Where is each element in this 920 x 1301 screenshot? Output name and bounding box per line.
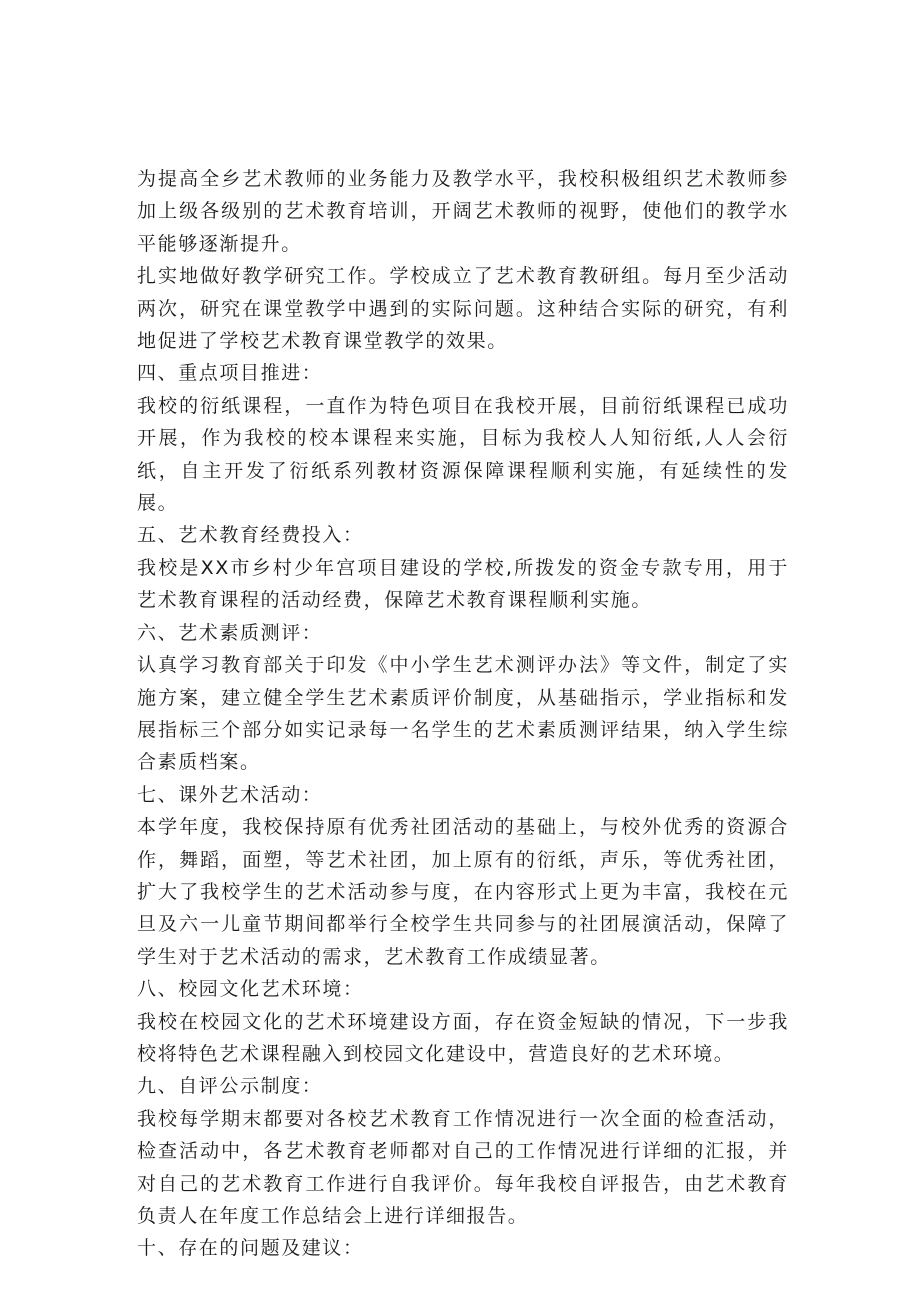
heading-art-evaluation: 六、艺术素质测评： (137, 621, 323, 644)
paragraph-extracurricular: 本学年度，我校保持原有优秀社团活动的基础上，与校外优秀的资源合作，舞蹈，面塑，等艺术社团，加上原有的衍纸，声乐，等优秀社团，扩大了我校学生的艺术活动参与度，在内容形式上更为丰富，我校在元旦及六一儿童节期间都举行全校学生共同参与的社团展演活动，保障了学生对于艺术活动的需求，艺术教育工作成绩显著。 (137, 816, 789, 968)
paragraph-key-projects: 我校的衍纸课程，一直作为特色项目在我校开展，目前衍纸课程已成功开展，作为我校的校本课程来实施，目标为我校人人知衍纸,人人会衍纸，自主开发了衍纸系列教材资源保障课程顺利实施，有延续性的发展。 (137, 394, 789, 515)
heading-key-projects: 四、重点项目推进： (137, 362, 323, 385)
document-body (137, 163, 789, 1265)
paragraph-teaching-research: 扎实地做好教学研究工作。学校成立了艺术教育教研组。每月至少活动两次，研究在课堂教学中遇到的实际问题。这种结合实际的研究，有利地促进了学校艺术教育课堂教学的效果。 (137, 265, 789, 353)
heading-campus-environment: 八、校园文化艺术环境： (137, 978, 364, 1001)
paragraph-funding: 我校是XX市乡村少年宫项目建设的学校,所拨发的资金专款专用，用于艺术教育课程的活动经费，保障艺术教育课程顺利实施。 (137, 556, 789, 612)
heading-self-evaluation: 九、自评公示制度： (137, 1075, 323, 1098)
heading-extracurricular: 七、课外艺术活动： (137, 783, 323, 806)
paragraph-art-evaluation: 认真学习教育部关于印发《中小学生艺术测评办法》等文件，制定了实施方案，建立健全学生艺术素质评价制度，从基础指示，学业指标和发展指标三个部分如实记录每一名学生的艺术素质测评结果，纳入学生综合素质档案。 (137, 654, 789, 774)
heading-funding: 五、艺术教育经费投入： (137, 524, 364, 547)
paragraph-self-evaluation: 我校每学期末都要对各校艺术教育工作情况进行一次全面的检查活动，检查活动中，各艺术教育老师都对自己的工作情况进行详细的汇报，并对自己的艺术教育工作进行自我评价。每年我校自评报告，由艺术教育负责人在年度工作总结会上进行详细报告。 (137, 1107, 789, 1227)
paragraph-teacher-training: 为提高全乡艺术教师的业务能力及教学水平，我校积极组织艺术教师参加上级各级别的艺术教育培训，开阔艺术教师的视野，使他们的教学水平能够逐渐提升。 (137, 168, 789, 255)
paragraph-campus-environment: 我校在校园文化的艺术环境建设方面，存在资金短缺的情况，下一步我校将特色艺术课程融入到校园文化建设中，营造良好的艺术环境。 (137, 1010, 789, 1065)
heading-problems-suggestions: 十、存在的问题及建议： (137, 1237, 364, 1260)
